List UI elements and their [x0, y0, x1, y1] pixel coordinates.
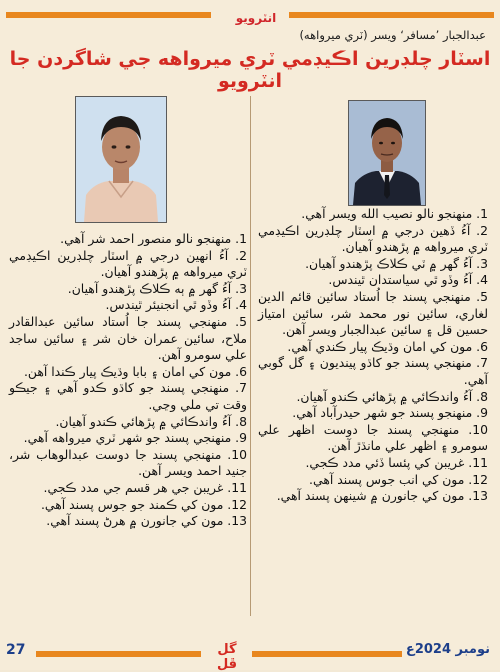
answer-item: 13. مون کي جانورن ۾ شينهن پسند آهي.	[276, 488, 488, 504]
section-label: انٽرويو	[235, 11, 277, 25]
student-photo-left	[75, 96, 167, 223]
answer-item: 6. مون کي امان ۽ بابا وڌيڪ پيار ڪندا آهن.	[23, 363, 247, 379]
answer-item: 2. آءُ ڏهين درجي ۾ اسٽار چلڊرين اڪيڊمي ٽري ميرواهه ۾ پڙهندو آهيان.	[258, 222, 488, 255]
answer-item: 3. آءُ گهر ۾ ٽي ڪلاڪ پڙهندو آهيان.	[305, 255, 488, 271]
footer-stripe-left	[36, 651, 201, 657]
answer-item: 13. مون کي جانورن ۾ هرڻ پسند آهي.	[46, 513, 247, 529]
answer-item: 11. غريبن جي هر قسم جي مدد ڪجي.	[43, 479, 247, 495]
answer-item: 1. منهنجو نالو منصور احمد شر آهي.	[60, 231, 247, 246]
portrait-right-image	[349, 101, 425, 205]
answer-item: 5. منهنجي پسند جا اُستاد سائين قائم الدين لغاري، سائين نور محمد شر، سائين امتياز حسين قل ۽ سائين عبدالجبار ويسر آهن.	[258, 288, 488, 338]
answer-item: 7. منهنجي پسند جو کاڌو پينديون ۽ گل گوبي آهي.	[258, 355, 488, 387]
page-footer	[6, 642, 494, 672]
interview-left-column	[9, 231, 247, 530]
top-stripe-left	[6, 12, 211, 18]
page-number: 27	[6, 642, 26, 658]
interview-right-column	[258, 206, 488, 505]
answer-item: 5. منهنجي پسند جا اُستاد سائين عبدالقادر ملاح، سائين عمران خان شر ۽ سائين ساجد علي سومرو آهن.	[9, 313, 247, 363]
answer-item: 2. آءُ انهين درجي ۾ اسٽار چلڊرين اڪيڊمي ٽري ميرواهه ۾ پڙهندو آهيان.	[9, 247, 247, 280]
top-stripe-right	[289, 12, 494, 18]
author-byline: عبدالجبار ’مسافر‘ ويسر (ٽري ميرواهه)	[299, 28, 486, 42]
portrait-left-image	[76, 97, 166, 222]
answer-item: 8. آءُ واندڪائي ۾ پڙهائي ڪندو آهيان.	[296, 388, 488, 404]
answer-item: 6. مون کي امان وڌيڪ پيار ڪندي آهي.	[287, 338, 488, 354]
magazine-name: گل ڦل	[216, 642, 238, 672]
answer-item: 12. مون کي ڪمند جو جوس پسند آهي.	[40, 496, 247, 512]
issue-date: نومبر 2024ع	[405, 642, 490, 657]
answer-item: 7. منهنجي پسند جو کاڌو ڪدو آهي ۽ جيڪو وقت تي ملي وڃي.	[9, 380, 247, 412]
student-photo-right	[348, 100, 426, 206]
article-headline: اسٽار چلڊرين اڪيڊمي ٽري ميرواهه جي شاگردن جا انٽرويو	[9, 48, 491, 92]
answer-item: 4. آءُ وڏو ٿي سياستدان ٿيندس.	[328, 272, 488, 288]
answer-item: 1. منهنجو نالو نصيب الله ويسر آهي.	[301, 206, 488, 221]
answer-item: 12. مون کي انب جوس پسند آهي.	[309, 471, 488, 487]
answer-item: 3. آءُ گهر ۾ ٻه ڪلاڪ پڙهندو آهيان.	[67, 280, 247, 296]
answer-item: 10. منهنجي پسند جا دوست عبدالوهاب شر، جنيد احمد ويسر آهن.	[9, 446, 247, 479]
column-divider	[250, 96, 251, 616]
footer-stripe-right	[252, 651, 402, 657]
top-ornament-bar	[6, 8, 494, 25]
answer-item: 10. منهنجي پسند جا دوست اظهر علي سومرو ۽ اظهر علي مانڌڙ آهن.	[258, 421, 488, 454]
answer-item: 9. منهنجو پسند جو شهر حيدرآباد آهي.	[292, 405, 488, 421]
answer-item: 8. آءُ واندڪائي ۾ پڙهائي ڪندو آهيان.	[55, 413, 247, 429]
answer-item: 4. آءُ وڏو ٿي انجنيئر ٿيندس.	[105, 297, 247, 313]
answer-item: 11. غريبن کي پئسا ڏئي مدد ڪجي.	[305, 454, 488, 470]
answer-item: 9. منهنجي پسند جو شهر ٽري ميرواهه آهي.	[23, 430, 247, 446]
